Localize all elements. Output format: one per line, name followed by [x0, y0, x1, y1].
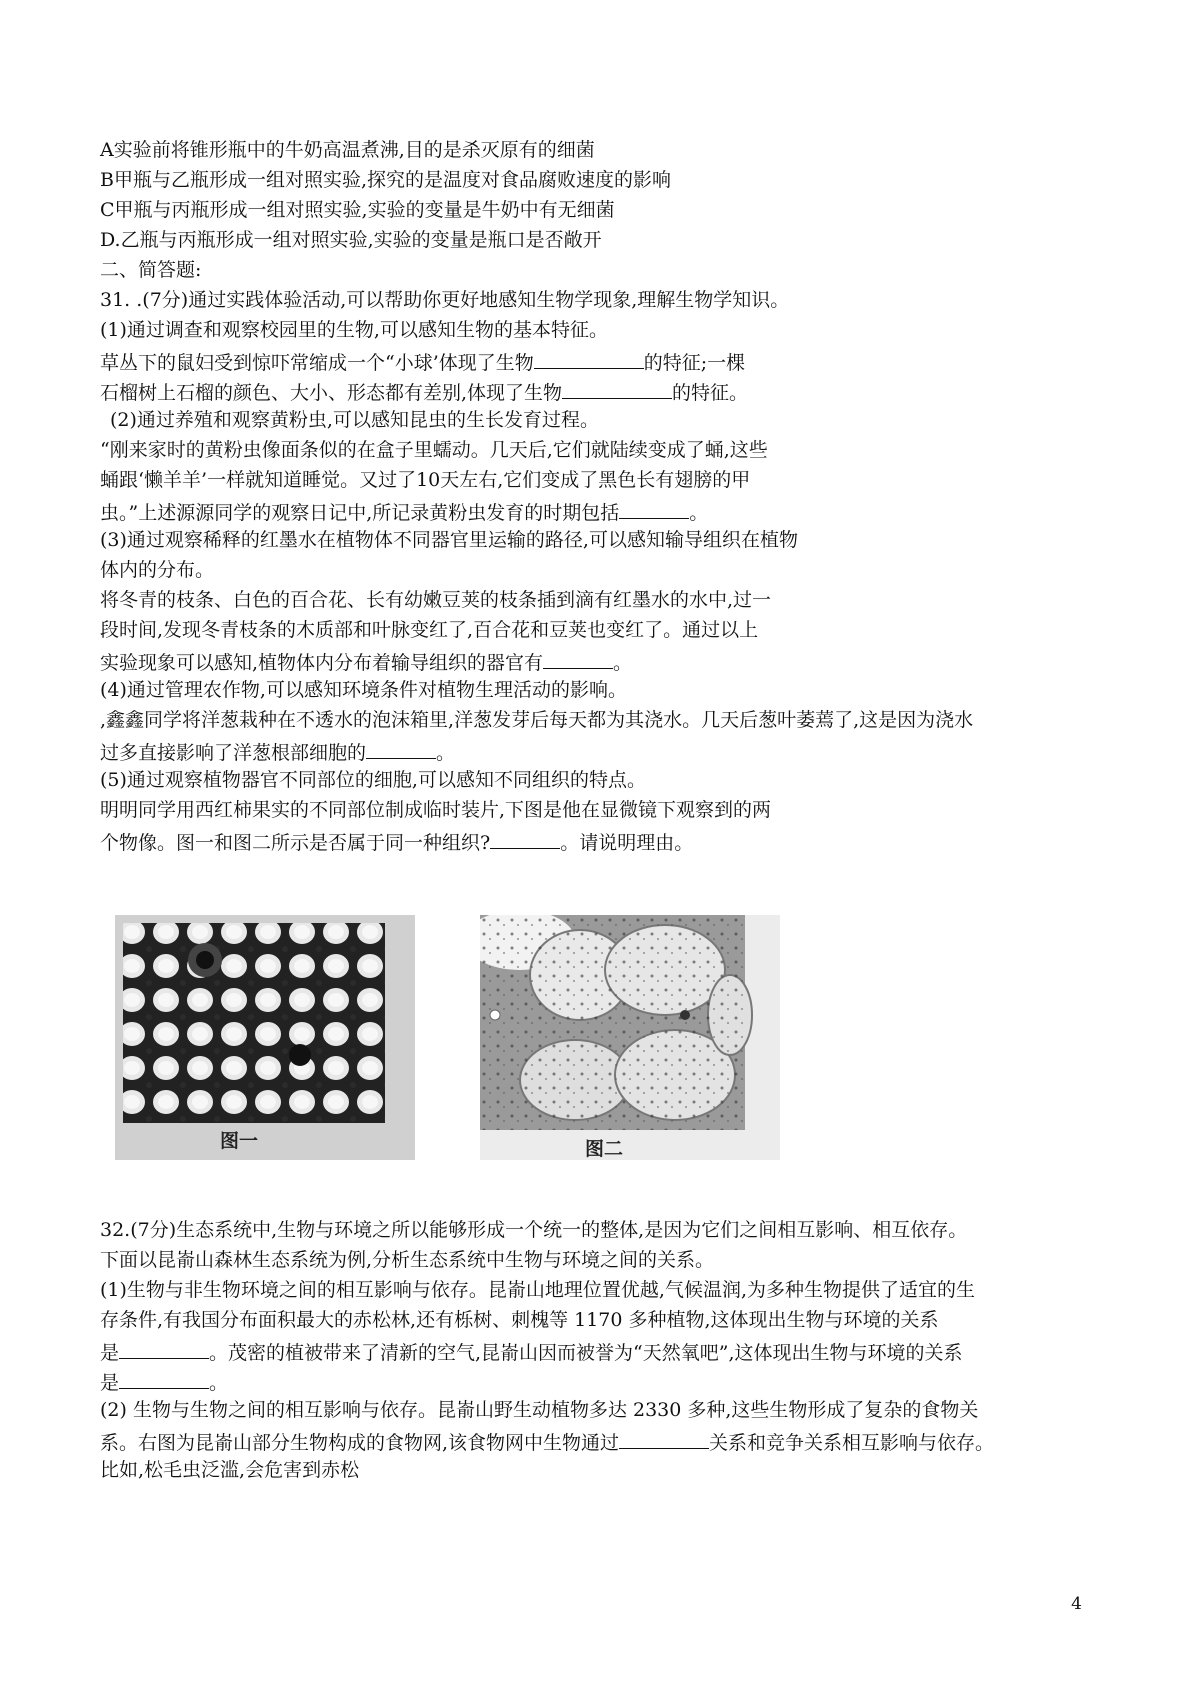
text-segment: 的特征。 [672, 382, 749, 404]
q31-part4-intro: (4)通过管理农作物,可以感知环境条件对植物生理活动的影响。 [100, 679, 627, 701]
q32-part2-line2 [100, 1428, 994, 1455]
page-number: 4 [1071, 1594, 1082, 1614]
text-segment: 是 [100, 1342, 120, 1364]
figure-1-micrograph [115, 915, 415, 1190]
text-segment: 的特征;一棵 [643, 352, 746, 374]
q31-part3-intro-cont: 体内的分布。 [100, 559, 215, 581]
q31-part3-line2: 段时间,发现冬青枝条的木质部和叶脉变红了,百合花和豆荚也变红了。通过以上 [100, 619, 759, 641]
text-segment: 。 [689, 502, 709, 524]
text-segment: 过多直接影响了洋葱根部细胞的 [100, 742, 367, 764]
text-segment: 石榴树上石榴的颜色、大小、形态都有差别,体现了生物 [100, 382, 563, 404]
text-segment: 关系和竞争关系相互影响与依存。 [709, 1432, 995, 1454]
figure-1-caption: 图一 [220, 1130, 259, 1152]
figure-2-caption: 图二 [585, 1138, 624, 1160]
option-c: C甲瓶与丙瓶形成一组对照实验,实验的变量是牛奶中有无细菌 [100, 199, 615, 221]
answer-blank[interactable] [119, 1368, 209, 1389]
dark-cell [289, 1044, 311, 1066]
text-segment: 。茂密的植被带来了清新的空气,昆嵛山因而被誉为“天然氧吧”,这体现出生物与环境的关系 [209, 1342, 963, 1364]
answer-blank[interactable] [619, 1428, 709, 1449]
q32-part1-line1: (1)生物与非生物环境之间的相互影响与依存。昆嵛山地理位置优越,气候温润,为多种生物提供了适宜的生 [100, 1279, 975, 1301]
figure-2-micrograph [480, 915, 780, 1190]
answer-blank[interactable] [534, 348, 644, 369]
question-31-stem: 31. .(7分)通过实践体验活动,可以帮助你更好地感知生物学现象,理解生物学知识。 [100, 289, 790, 311]
q32-part1-line2: 存条件,有我国分布面积最大的赤松林,还有栎树、刺槐等 1170 多种植物,这体现出生物与环境的关系 [100, 1309, 939, 1331]
q31-part4-line1: ,鑫鑫同学将洋葱栽种在不透水的泡沫箱里,洋葱发芽后每天都为其浇水。几天后葱叶萎蔫了,这是因为浇水 [100, 709, 974, 731]
q31-part2-line2: 蛹跟‘懒羊羊’一样就知道睡觉。又过了10天左右,它们变成了黑色长有翅膀的甲 [100, 469, 751, 491]
question-32-line2: 下面以昆嵛山森林生态系统为例,分析生态系统中生物与环境之间的关系。 [100, 1249, 715, 1271]
q31-part5-line2 [100, 828, 693, 855]
q32-part1-line3 [100, 1338, 963, 1365]
text-segment: 。请说明理由。 [560, 832, 694, 854]
q31-part2-intro: (2)通过养殖和观察黄粉虫,可以感知昆虫的生长发育过程。 [110, 409, 599, 431]
q32-part2-line3: 比如,松毛虫泛滥,会危害到赤松 [100, 1459, 360, 1481]
question-32-stem: 32.(7分)生态系统中,生物与环境之所以能够形成一个统一的整体,是因为它们之间相互影响、相互依存。 [100, 1219, 968, 1241]
text-segment: 虫。”上述源源同学的观察日记中,所记录黄粉虫发育的时期包括 [100, 502, 620, 524]
text-segment: 。 [436, 742, 456, 764]
text-segment: 个物像。图一和图二所示是否属于同一种组织? [100, 832, 491, 854]
q31-part3-line3 [100, 648, 632, 675]
section-heading: 二、简答题: [100, 259, 202, 281]
text-segment: 实验现象可以感知,植物体内分布着输导组织的器官有 [100, 652, 544, 674]
q31-part3-intro: (3)通过观察稀释的红墨水在植物体不同器官里运输的路径,可以感知输导组织在植物 [100, 529, 798, 551]
q32-part2-line1: (2) 生物与生物之间的相互影响与依存。昆嵛山野生动植物多达 2330 多种,这些生物形成了复杂的食物关 [100, 1399, 979, 1421]
answer-blank[interactable] [619, 498, 689, 519]
q32-part1-line4 [100, 1368, 228, 1395]
text-segment: 。 [209, 1372, 229, 1394]
q31-part1-intro: (1)通过调查和观察校园里的生物,可以感知生物的基本特征。 [100, 319, 608, 341]
q31-part2-line1: “刚来家时的黄粉虫像面条似的在盒子里蠕动。几天后,它们就陆续变成了蛹,这些 [100, 439, 768, 461]
answer-blank[interactable] [543, 648, 613, 669]
answer-blank[interactable] [366, 738, 436, 759]
q31-part1-line1 [100, 348, 745, 375]
text-segment: 是 [100, 1372, 120, 1394]
answer-blank[interactable] [119, 1338, 209, 1359]
q31-part1-line2 [100, 378, 748, 405]
answer-blank[interactable] [490, 828, 560, 849]
q31-part4-line2 [100, 738, 455, 765]
q31-part3-line1: 将冬青的枝条、白色的百合花、长有幼嫩豆荚的枝条插到滴有红墨水的水中,过一 [100, 589, 772, 611]
answer-blank[interactable] [562, 378, 672, 399]
q31-part5-intro: (5)通过观察植物器官不同部位的细胞,可以感知不同组织的特点。 [100, 769, 646, 791]
option-d: D.乙瓶与丙瓶形成一组对照实验,实验的变量是瓶口是否敞开 [100, 229, 602, 251]
q31-part5-line1: 明明同学用西红柿果实的不同部位制成临时装片,下图是他在显微镜下观察到的两 [100, 799, 772, 821]
q31-part2-line3 [100, 498, 708, 525]
text-segment: 系。右图为昆嵛山部分生物构成的食物网,该食物网中生物通过 [100, 1432, 620, 1454]
option-a: A实验前将锥形瓶中的牛奶高温煮沸,目的是杀灭原有的细菌 [100, 139, 595, 161]
text-segment: 。 [613, 652, 633, 674]
text-segment: 草丛下的鼠妇受到惊吓常缩成一个“小球’体现了生物 [100, 352, 534, 374]
option-b: B甲瓶与乙瓶形成一组对照实验,探究的是温度对食品腐败速度的影响 [100, 169, 672, 191]
